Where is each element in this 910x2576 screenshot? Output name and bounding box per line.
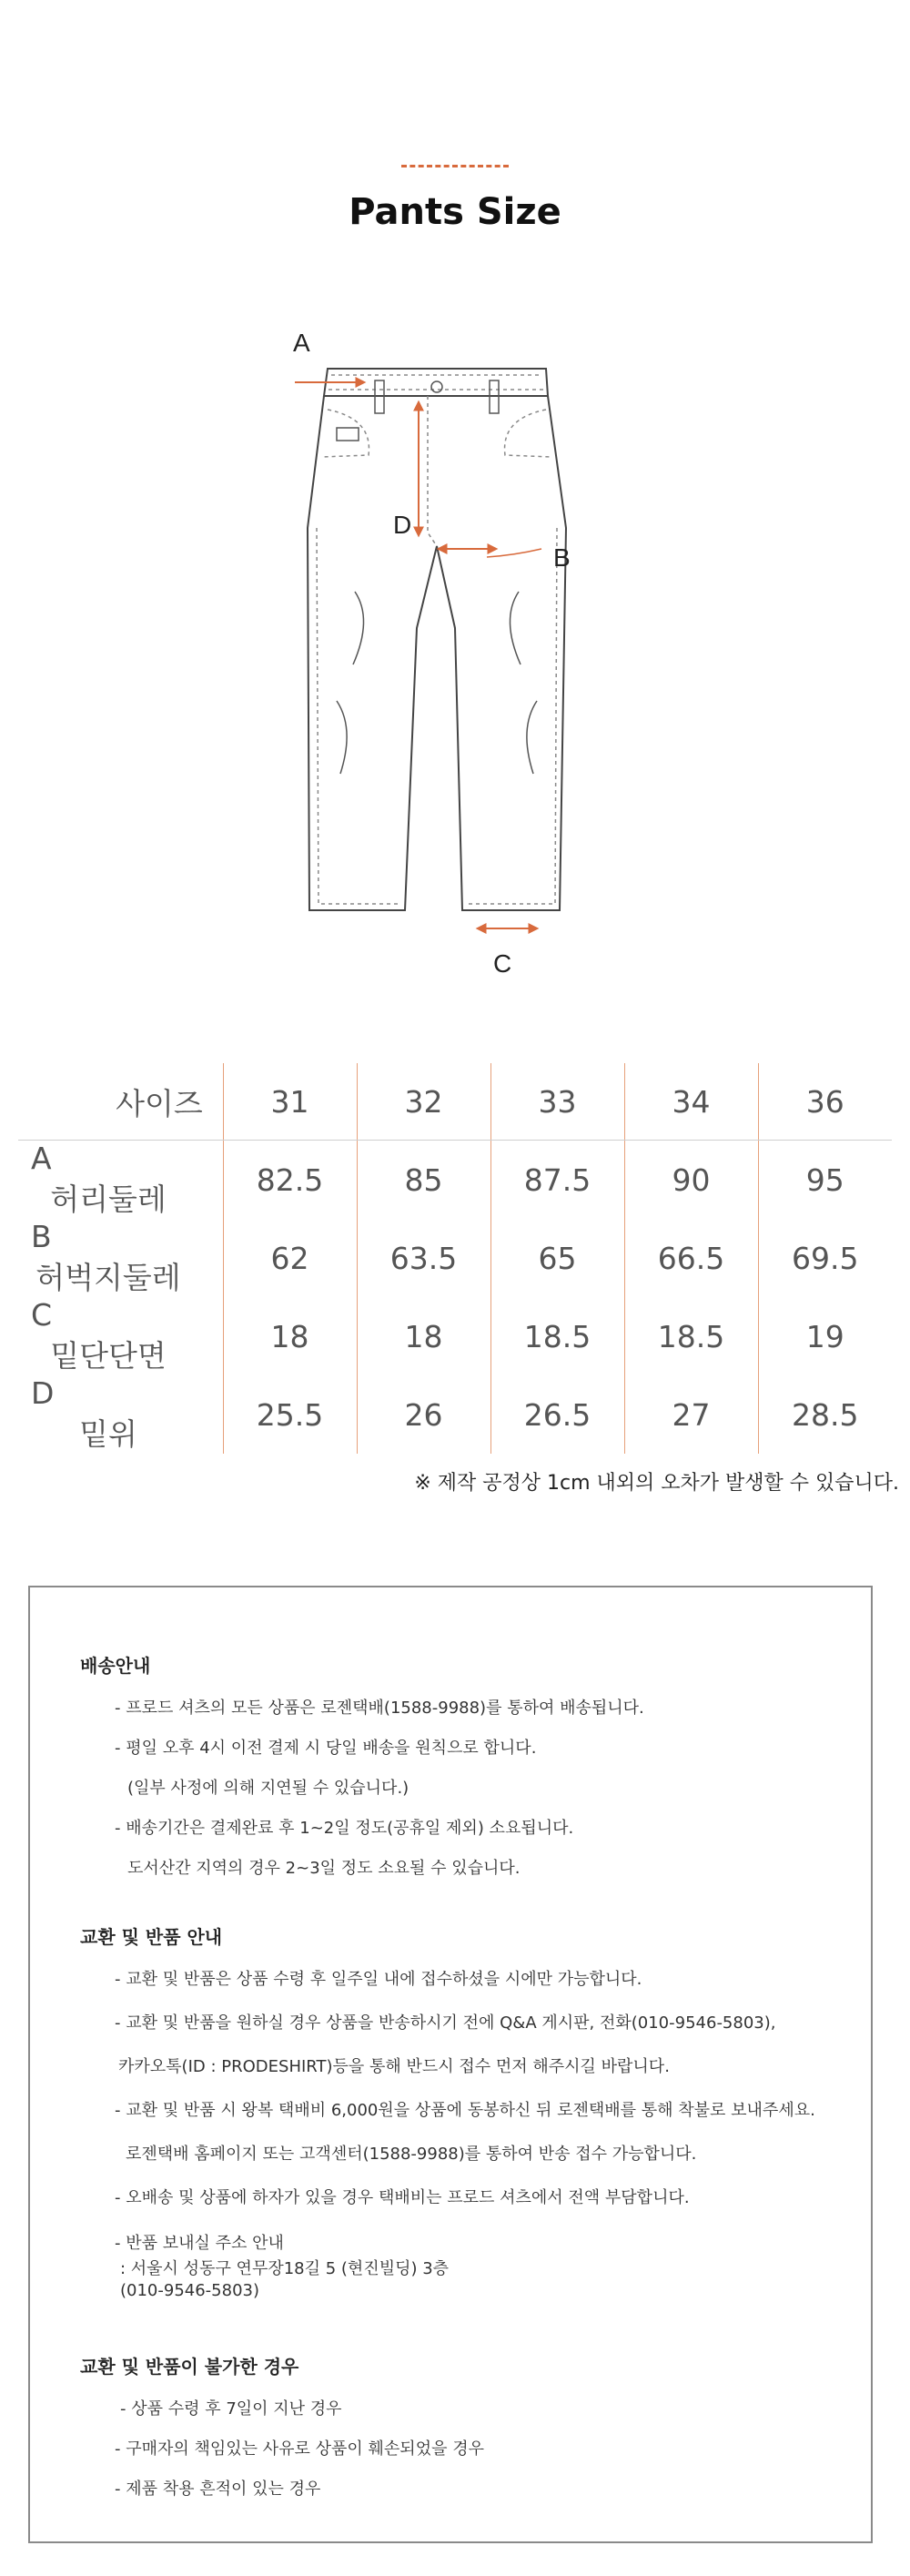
marker-d: D xyxy=(393,511,412,539)
pants-diagram xyxy=(293,319,610,983)
title-dashed-accent xyxy=(401,165,509,167)
shipping-line: 도서산간 지역의 경우 2~3일 정도 소요될 수 있습니다. xyxy=(127,1859,521,1878)
table-cell: 18 xyxy=(357,1297,490,1375)
table-row xyxy=(18,1375,892,1454)
size-header-cell: 34 xyxy=(624,1063,758,1141)
table-cell: 65 xyxy=(490,1219,624,1297)
table-cell: 18 xyxy=(223,1297,357,1375)
table-cell: 87.5 xyxy=(490,1141,624,1220)
not-allowed-heading: 교환 및 반품이 불가한 경우 xyxy=(80,2356,299,2378)
table-cell: 26.5 xyxy=(490,1375,624,1454)
row-letter: C xyxy=(31,1297,53,1333)
shipping-line: - 배송기간은 결제완료 후 1~2일 정도(공휴일 제외) 소요됩니다. xyxy=(115,1819,574,1838)
marker-a: A xyxy=(293,329,310,357)
not-allowed-line: - 구매자의 책임있는 사유로 상품이 훼손되었을 경우 xyxy=(115,2439,484,2459)
table-cell: 85 xyxy=(357,1141,490,1220)
row-letter: B xyxy=(31,1219,52,1254)
exchange-heading: 교환 및 반품 안내 xyxy=(80,1926,223,1948)
exchange-line: - 교환 및 반품 시 왕복 택배비 6,000원을 상품에 동봉하신 뒤 로젠택배를 통해 착불로 보내주세요. xyxy=(115,2101,815,2120)
row-name: 허리둘레 xyxy=(50,1182,167,1217)
size-header-cell: 32 xyxy=(357,1063,490,1141)
table-cell: 82.5 xyxy=(223,1141,357,1220)
table-cell: 19 xyxy=(758,1297,892,1375)
exchange-line: 카카오톡(ID : PRODESHIRT)등을 통해 반드시 접수 먼저 해주시길 바랍니다. xyxy=(118,2057,670,2076)
exchange-line: - 반품 보내실 주소 안내 xyxy=(115,2234,284,2253)
page-title: Pants Size xyxy=(349,191,561,233)
exchange-line: - 교환 및 반품은 상품 수령 후 일주일 내에 접수하셨을 시에만 가능합니다. xyxy=(115,1970,642,1989)
table-row xyxy=(18,1141,892,1220)
table-cell: 18.5 xyxy=(490,1297,624,1375)
table-cell: 62 xyxy=(223,1219,357,1297)
shipping-line: (일부 사정에 의해 지연될 수 있습니다.) xyxy=(127,1779,410,1798)
table-cell: 95 xyxy=(758,1141,892,1220)
size-header-row xyxy=(18,1063,892,1141)
size-header-cell: 31 xyxy=(223,1063,357,1141)
exchange-line: 로젠택배 홈페이지 또는 고객센터(1588-9988)를 통하여 반송 접수 가능합니다. xyxy=(126,2145,697,2164)
not-allowed-line: - 상품 수령 후 7일이 지난 경우 xyxy=(120,2399,342,2419)
shipping-line: - 평일 오후 4시 이전 결제 시 당일 배송을 원칙으로 합니다. xyxy=(115,1739,537,1758)
not-allowed-line: - 제품 착용 흔적이 있는 경우 xyxy=(115,2480,321,2499)
marker-c: C xyxy=(493,949,512,978)
table-cell: 18.5 xyxy=(624,1297,758,1375)
row-name: 밑단단면 xyxy=(50,1338,167,1374)
row-name: 허벅지둘레 xyxy=(35,1260,181,1295)
size-table xyxy=(18,1063,892,1454)
table-row xyxy=(18,1297,892,1375)
row-name: 밑위 xyxy=(79,1416,137,1452)
size-header-label: 사이즈 xyxy=(116,1085,203,1121)
size-header-cell: 36 xyxy=(758,1063,892,1141)
table-cell: 90 xyxy=(624,1141,758,1220)
tolerance-note: ※ 제작 공정상 1cm 내외의 오차가 발생할 수 있습니다. xyxy=(414,1472,899,1495)
table-cell: 63.5 xyxy=(357,1219,490,1297)
marker-b: B xyxy=(553,543,571,572)
exchange-line: - 오배송 및 상품에 하자가 있을 경우 택배비는 프로드 셔츠에서 전액 부담합니다. xyxy=(115,2188,690,2207)
table-cell: 66.5 xyxy=(624,1219,758,1297)
size-header-cell: 33 xyxy=(490,1063,624,1141)
row-letter: D xyxy=(31,1375,55,1411)
exchange-line: : 서울시 성동구 연무장18길 5 (현진빌딩) 3층 xyxy=(120,2259,450,2278)
table-cell: 26 xyxy=(357,1375,490,1454)
shipping-line: - 프로드 셔츠의 모든 상품은 로젠택배(1588-9988)를 통하여 배송됩니다. xyxy=(115,1699,644,1718)
row-letter: A xyxy=(31,1141,52,1176)
table-row xyxy=(18,1219,892,1297)
table-cell: 28.5 xyxy=(758,1375,892,1454)
table-cell: 27 xyxy=(624,1375,758,1454)
exchange-line: - 교환 및 반품을 원하실 경우 상품을 반송하시기 전에 Q&A 게시판, 전화(010-9546-5803), xyxy=(115,2013,776,2033)
exchange-line: (010-9546-5803) xyxy=(120,2281,260,2300)
table-cell: 69.5 xyxy=(758,1219,892,1297)
table-cell: 25.5 xyxy=(223,1375,357,1454)
shipping-heading: 배송안내 xyxy=(80,1655,151,1677)
